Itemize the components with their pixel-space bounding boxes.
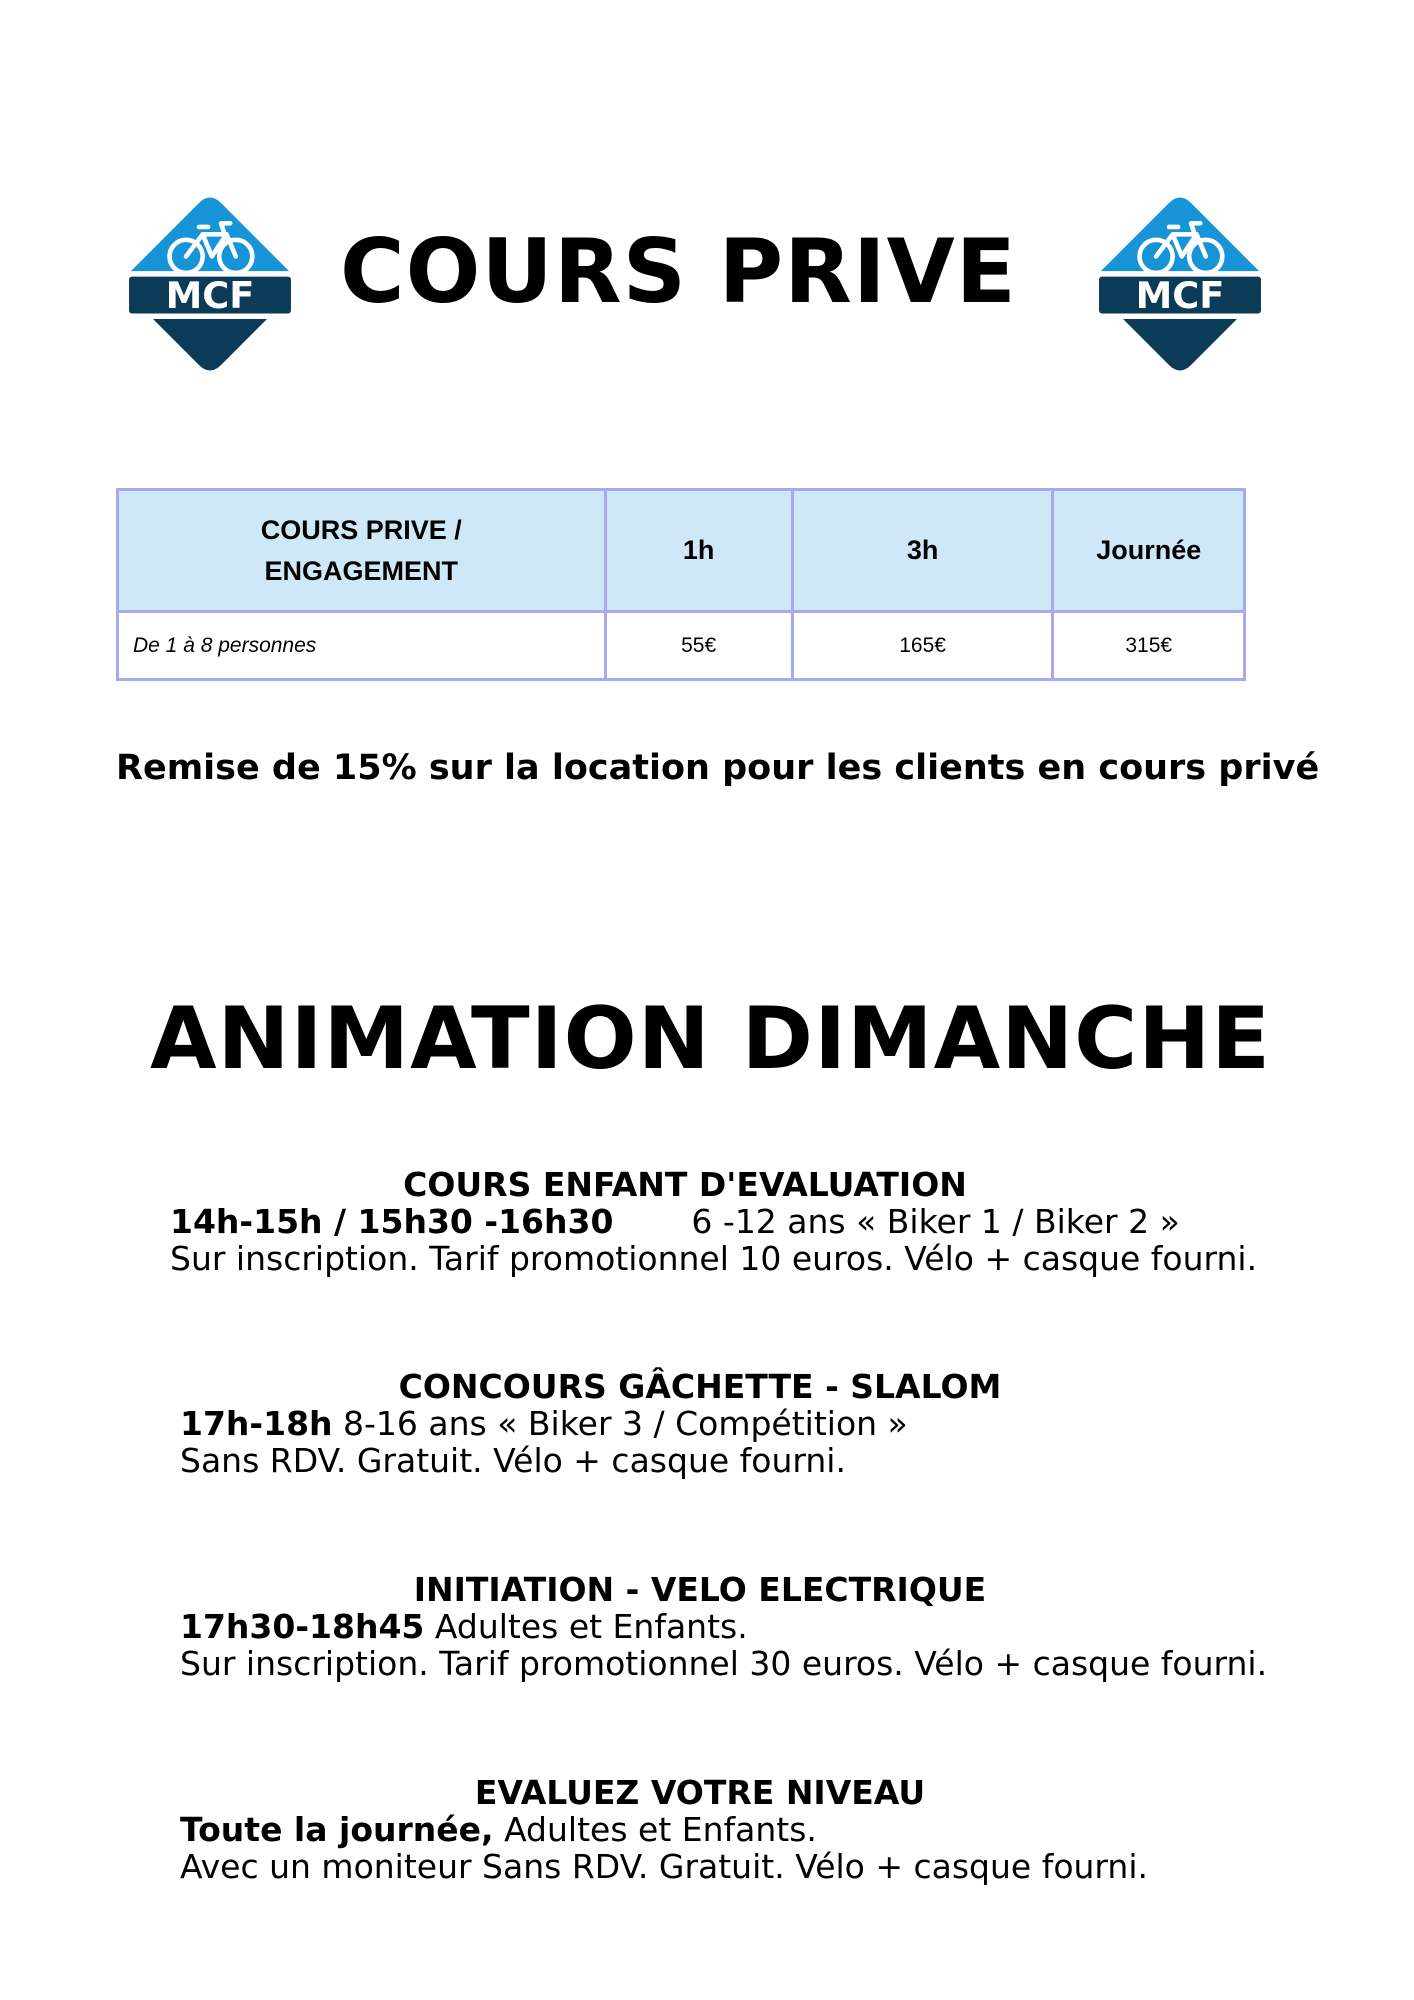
activity-title: COURS ENFANT D'EVALUATION (403, 1165, 967, 1204)
table-cell: 165€ (792, 612, 1053, 680)
table-header-row (118, 490, 1245, 612)
activity-title: EVALUEZ VOTRE NIVEAU (474, 1773, 926, 1812)
activity-block (170, 1166, 1270, 1277)
activity-schedule-line (170, 1203, 1270, 1240)
activity-schedule-line (180, 1405, 1280, 1442)
activity-block (180, 1571, 1280, 1682)
table-row (118, 612, 1245, 680)
table-cell: De 1 à 8 personnes (118, 612, 606, 680)
activity-note: Sur inscription. Tarif promotionnel 10 euros. Vélo + casque fourni. (170, 1239, 1258, 1278)
discount-note: Remise de 15% sur la location pour les clients en cours privé (116, 748, 1320, 788)
mcf-logo-left (118, 192, 302, 376)
table-header: COURS PRIVE / ENGAGEMENT (118, 490, 606, 612)
activity-detail: 6 -12 ans « Biker 1 / Biker 2 » (691, 1202, 1180, 1241)
activity-detail: 8-16 ans « Biker 3 / Compétition » (343, 1404, 908, 1443)
activity-block (180, 1368, 1280, 1479)
mcf-logo-icon (1088, 192, 1272, 376)
activity-note: Sans RDV. Gratuit. Vélo + casque fourni. (180, 1441, 846, 1480)
activity-block (180, 1774, 1280, 1885)
table-cell: 315€ (1053, 612, 1245, 680)
table-header: 1h (605, 490, 792, 612)
activity-note: Avec un moniteur Sans RDV. Gratuit. Vélo + casque fourni. (180, 1847, 1148, 1886)
activity-note: Sur inscription. Tarif promotionnel 30 euros. Vélo + casque fourni. (180, 1644, 1268, 1683)
activity-title: CONCOURS GÂCHETTE - SLALOM (398, 1367, 1002, 1406)
table-header: Journée (1053, 490, 1245, 612)
mcf-logo-right (1088, 192, 1272, 376)
table-header: 3h (792, 490, 1053, 612)
activity-detail: Adultes et Enfants. (504, 1810, 817, 1849)
section-title: ANIMATION DIMANCHE (150, 989, 1272, 1089)
price-table (116, 488, 1246, 681)
activity-time: 14h-15h / 15h30 -16h30 (170, 1202, 614, 1241)
svg-text:MCF: MCF (165, 273, 255, 317)
activity-time: Toute la journée, (180, 1810, 494, 1849)
table-cell: 55€ (605, 612, 792, 680)
activity-time: 17h30-18h45 (180, 1607, 425, 1646)
activity-title: INITIATION - VELO ELECTRIQUE (413, 1570, 987, 1609)
activity-time: 17h-18h (180, 1404, 333, 1443)
activity-schedule-line (180, 1608, 1280, 1645)
activity-schedule-line (180, 1811, 1280, 1848)
mcf-logo-icon (118, 192, 302, 376)
activity-detail: Adultes et Enfants. (434, 1607, 748, 1646)
svg-text:MCF: MCF (1135, 273, 1225, 317)
page-title: COURS PRIVE (340, 220, 1017, 323)
